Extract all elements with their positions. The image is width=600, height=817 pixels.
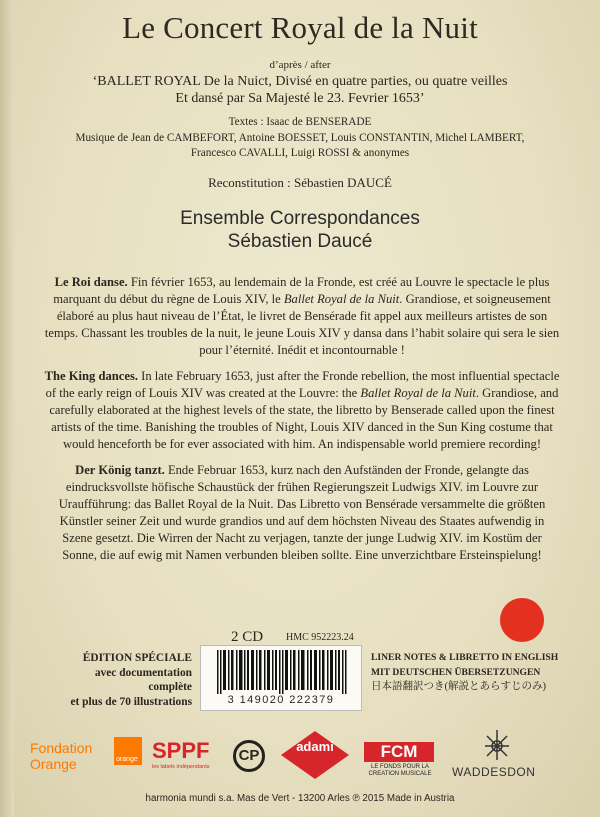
reconstitution-credit: Reconstitution : Sébastien DAUCÉ (208, 175, 392, 190)
liner-line-2: MIT DEUTSCHEN ÜBERSETZUNGEN (371, 666, 541, 678)
german-text: Ende Februar 1653, kurz nach den Aufständen der Fronde, gelangte das eindrucksvollste höfische Schaustück der frühen Regierungszeit Ludwigs XIV. im Louvre zur Uraufführung: das Ballet Royal de la Nuit. Das Libretto von Bensérade versammelte die größten Künstler seiner Zeit und wurde grandios und auf dem höchsten Niveau des Staates aufwendig in Szene gesetzt. Die Wirren der Nacht zu verjagen, tanzte der junge Ludwig XIV. im Kostüm der Sonne, die auf ewig mit Namen verbunden bleiben sollte. Eine unverzichtbare Ersteinspielung! (58, 463, 546, 562)
orange-logo (114, 737, 142, 765)
after-label: d’après / after (269, 59, 331, 71)
red-circle-sticker (500, 598, 544, 642)
paragraph-german (44, 462, 560, 564)
edition-line-1: ÉDITION SPÉCIALE (82, 652, 192, 664)
orange-word: Orange (30, 756, 77, 772)
adami-logo (279, 729, 351, 781)
sppf-subtitle: les labels indépendants (152, 764, 210, 770)
barcode-number: 3 149020 222379 (227, 694, 335, 706)
orange-logo-text: orange (116, 756, 138, 763)
english-lead: The King dances. (44, 369, 138, 383)
french-italic: Ballet Royal de la Nuit (283, 292, 400, 306)
english-italic: Ballet Royal de la Nuit (360, 386, 476, 400)
german-lead: Der König tanzt. (75, 463, 165, 477)
ballet-line-2: Et dansé par Sa Majesté le 23. Fevrier 1653’ (175, 91, 425, 106)
music-credit-2: Francesco CAVALLI, Luigi ROSSI & anonymes (190, 147, 410, 159)
edition-line-2: avec documentation complète (94, 666, 192, 693)
barcode-icon (217, 650, 347, 694)
waddesdon-emblem-icon (483, 728, 511, 762)
edition-speciale (52, 651, 192, 709)
catalog-number: HMC 952223.24 (286, 632, 354, 643)
publisher-footer: harmonia mundi s.a. Mas de Vert - 13200 Arles ℗ 2015 Made in Austria (145, 793, 455, 804)
sppf-logo: SPPF (152, 738, 210, 763)
liner-notes-info (371, 651, 558, 695)
french-text-2: . Grandiose, et soigneusement élaboré au plus haut niveau de l’État, le livret de Bensérade fit appel aux meilleurs artistes de son temps. Chassant les troubles de la nuit, le jeune Louis XIV y dansa dans l’habit solaire qui sera le sien pour l’éternité. Inédit et incontournable ! (44, 292, 560, 357)
cd-count: 2 CD (231, 629, 264, 645)
music-credit-1: Musique de Jean de CAMBEFORT, Antoine BOESSET, Louis CONSTANTIN, Michel LAMBERT, (75, 131, 525, 144)
texts-credit: Textes : Isaac de BENSERADE (228, 116, 372, 128)
barcode-sticker (200, 645, 362, 711)
director-name: Sébastien Daucé (227, 231, 373, 252)
sponsor-logos (0, 727, 600, 785)
english-text-2: . Grandiose, and carefully elaborated at the highest levels of the state, the libretto by Benserade called upon the finest artists of the time. Banishing the troubles of Night, Louis XIV danced in the Sun King costume that would henceforth be for ever associated with him. An indispensable world premiere recording! (49, 386, 559, 451)
fondation-orange-logo (30, 740, 92, 772)
credits (0, 115, 600, 162)
performers (0, 207, 600, 253)
fcm-logo: FCM (364, 742, 434, 762)
fondation-word: Fondation (30, 740, 93, 756)
ballet-line-1: ‘BALLET ROYAL De la Nuict, Divisé en quatre parties, ou quatre veilles (92, 74, 508, 89)
fcm-subtitle: LE FONDS POUR LA CREATION MUSICALE (368, 764, 432, 777)
french-lead: Le Roi danse. (54, 275, 128, 289)
paragraph-english (44, 368, 560, 453)
liner-line-1: LINER NOTES & LIBRETTO IN ENGLISH (371, 652, 559, 663)
ensemble-name: Ensemble Correspondances (180, 208, 420, 229)
cp-logo: CP (233, 740, 265, 772)
ballet-subtitle (0, 73, 600, 107)
paragraph-french (44, 274, 560, 359)
french-text-1: Fin février 1653, au lendemain de la Fronde, est créé au Louvre le spectacle le plus marquant du début du règne de Louis XIV, le (53, 275, 550, 306)
album-title: Le Concert Royal de la Nuit (122, 10, 478, 45)
waddesdon-logo: WADDESDON (452, 765, 536, 779)
english-text-1: In late February 1653, just after the Fronde rebellion, the most influential spectacle of the early reign of Louis XIV was created at the Louvre: the (45, 369, 560, 400)
liner-line-3: 日本語翻訳つき(解説とあらすじのみ) (371, 681, 546, 692)
adami-text: adami (296, 739, 334, 754)
edition-line-3: et plus de 70 illustrations (70, 695, 192, 708)
